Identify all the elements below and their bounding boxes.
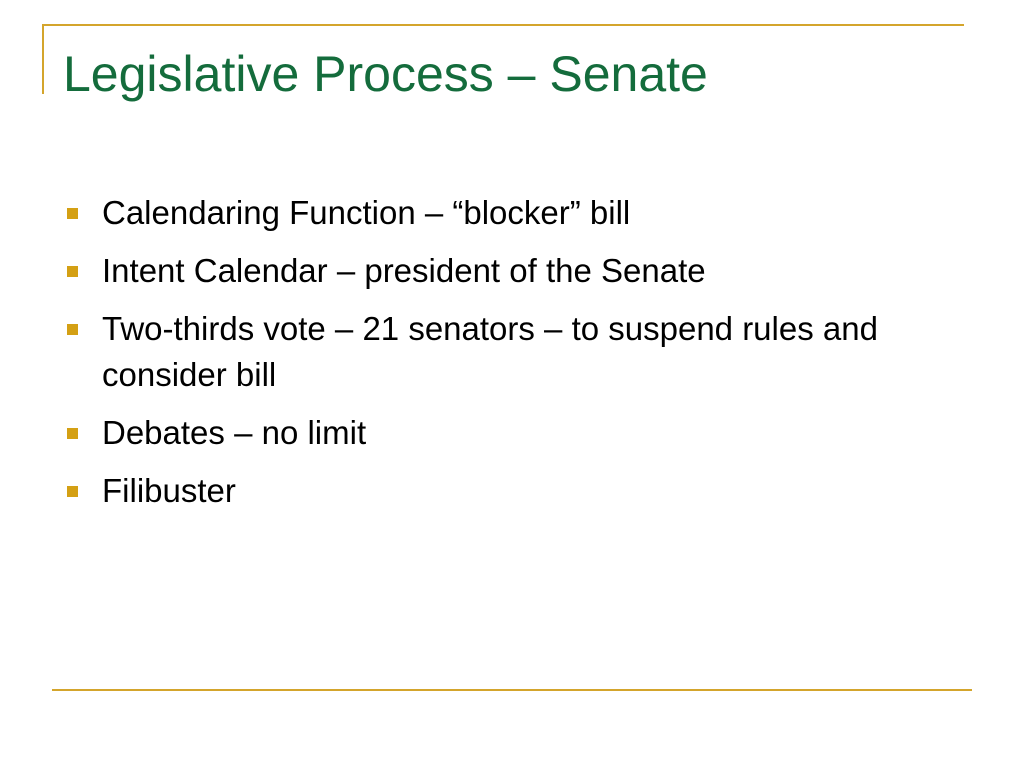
bullet-item (64, 306, 944, 398)
bullet-text: Intent Calendar – president of the Senate (102, 252, 706, 289)
slide-title: Legislative Process – Senate (63, 46, 708, 102)
bullet-list (64, 190, 944, 526)
frame-bottom-line (52, 689, 972, 691)
frame-left-line (42, 24, 44, 94)
square-bullet-icon (67, 486, 78, 497)
square-bullet-icon (67, 324, 78, 335)
square-bullet-icon (67, 208, 78, 219)
bullet-text: Calendaring Function – “blocker” bill (102, 194, 631, 231)
square-bullet-icon (67, 266, 78, 277)
bullet-item (64, 248, 944, 294)
bullet-item (64, 410, 944, 456)
square-bullet-icon (67, 428, 78, 439)
frame-top-line (42, 24, 964, 26)
bullet-text: Debates – no limit (102, 414, 367, 451)
bullet-text: Filibuster (102, 472, 236, 509)
bullet-text: Two-thirds vote – 21 senators – to suspend rules and consider bill (102, 310, 878, 393)
bullet-item (64, 190, 944, 236)
bullet-item (64, 468, 944, 514)
